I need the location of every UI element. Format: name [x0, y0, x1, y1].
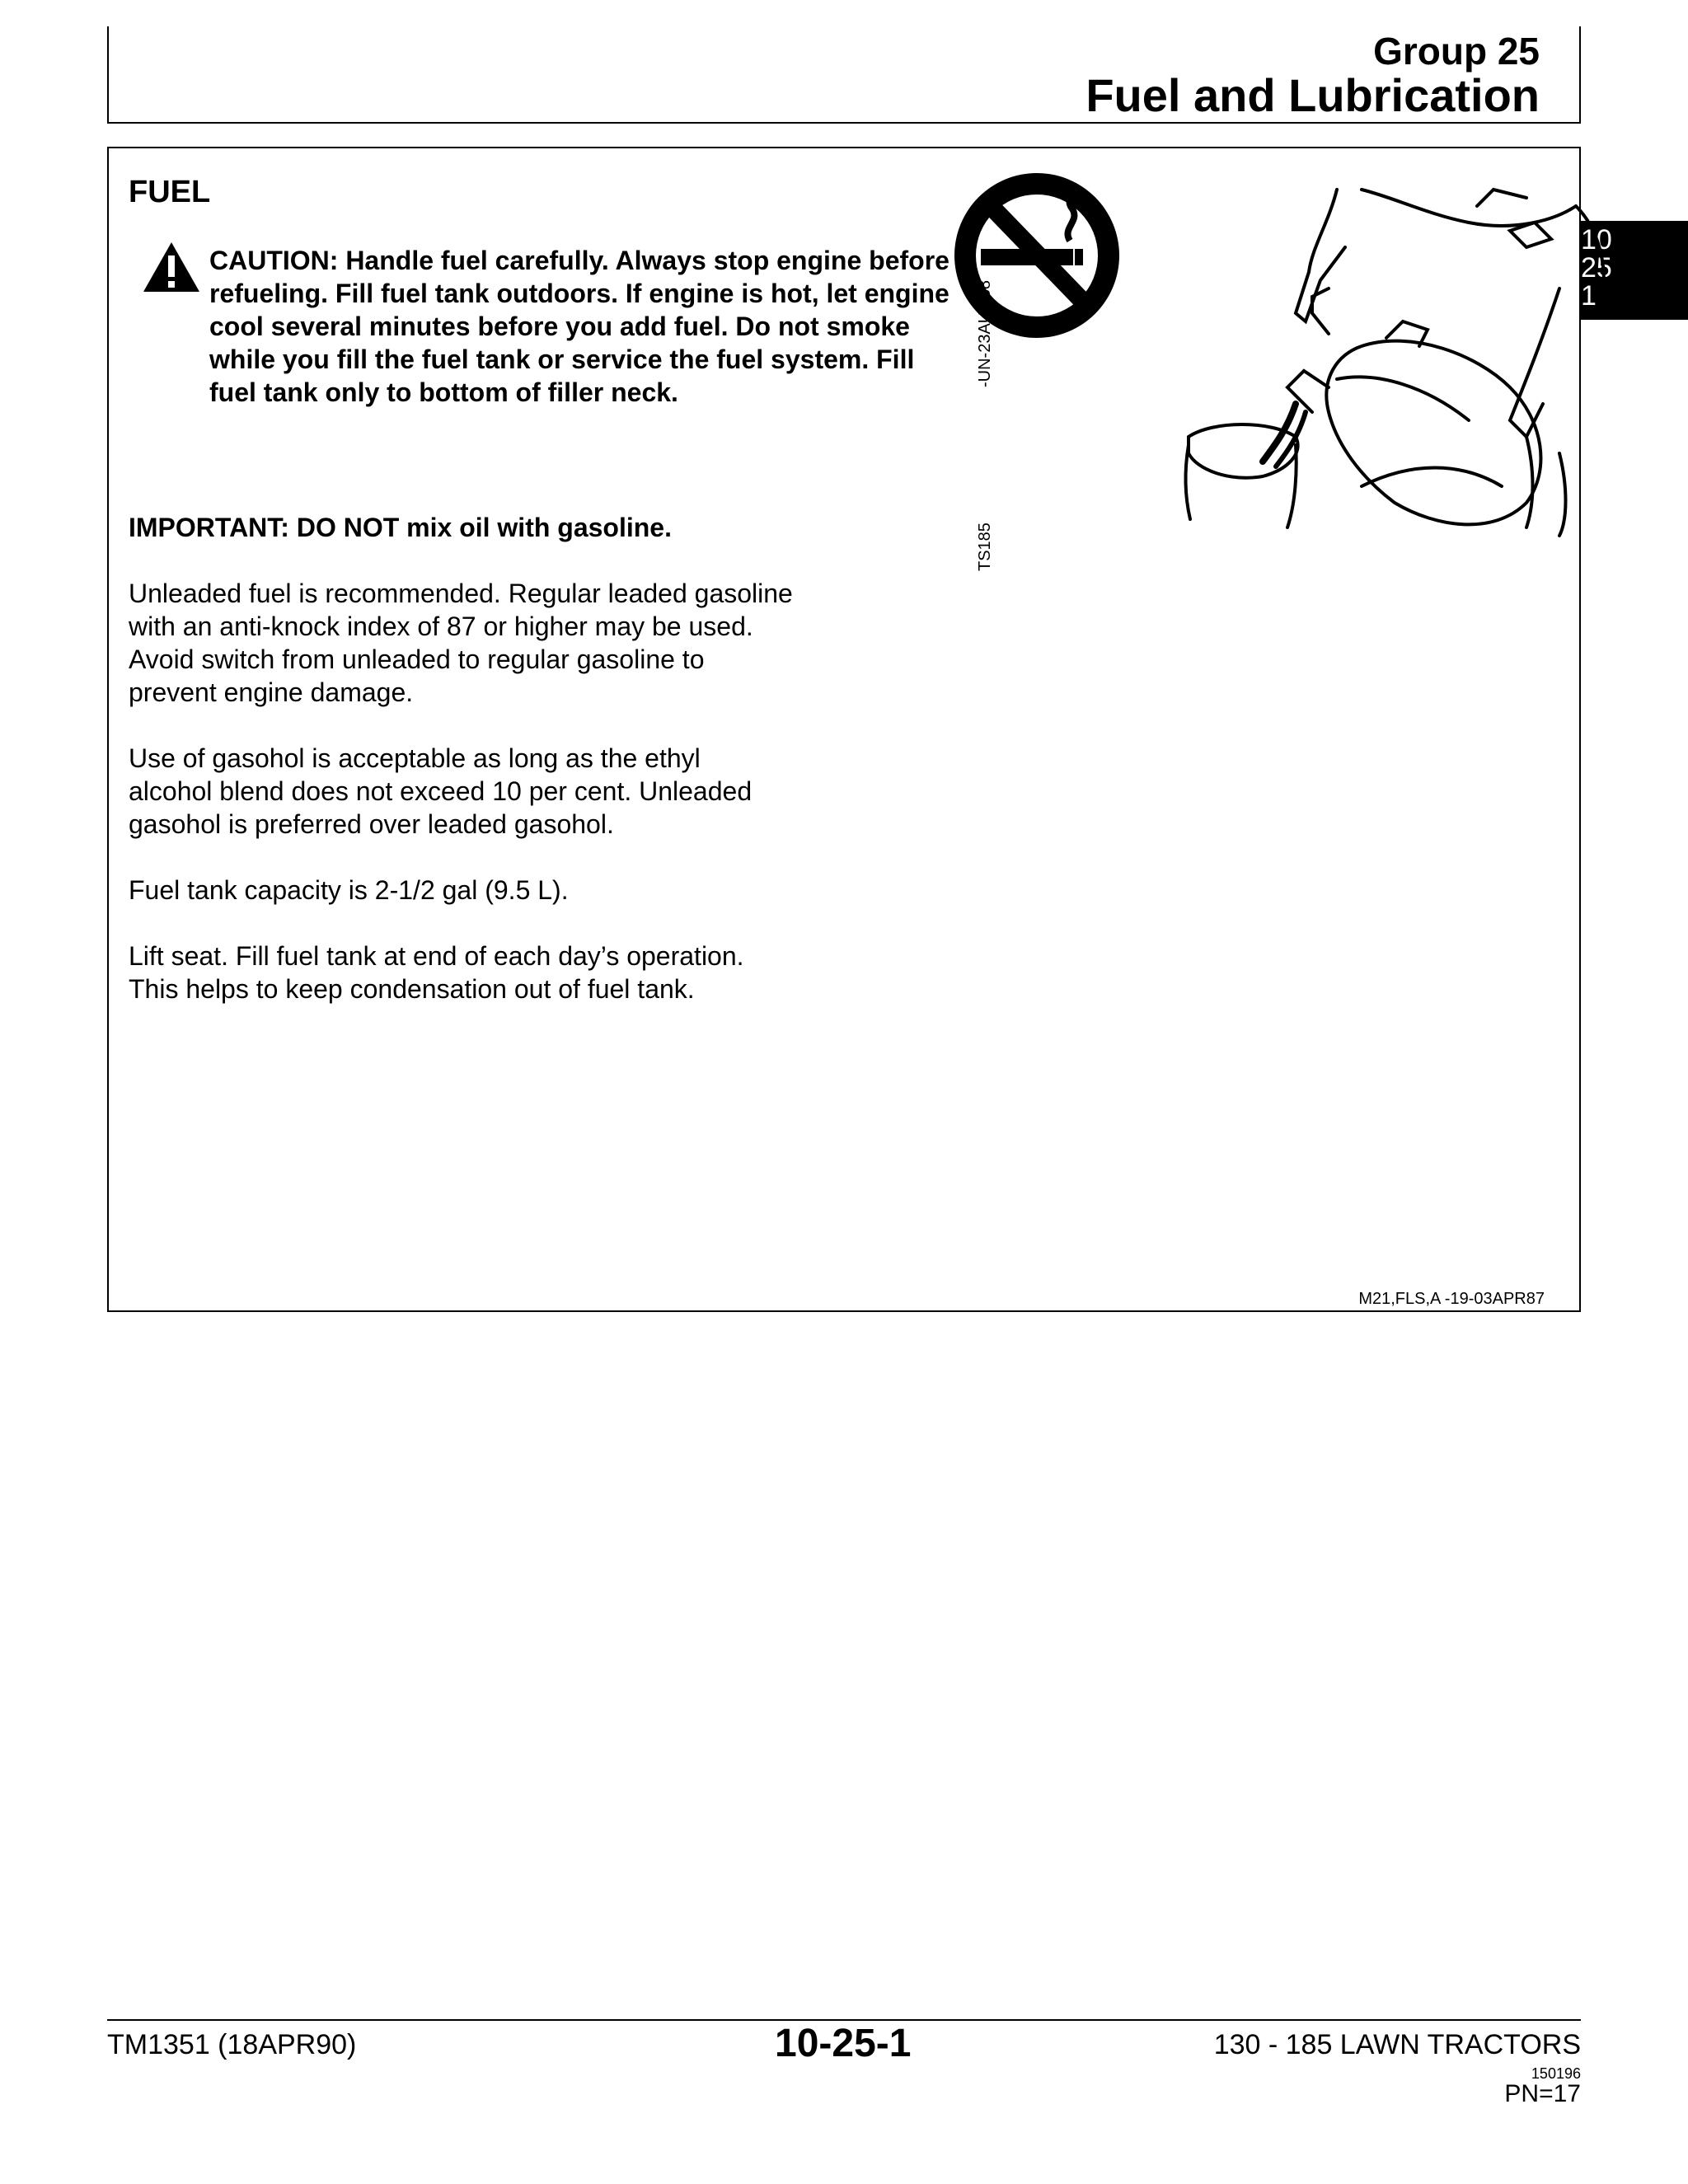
pn-number: PN=17 [1504, 2080, 1581, 2107]
group-title: Group 25 [1373, 30, 1540, 73]
page-number: 10-25-1 [775, 2022, 912, 2065]
important-note: IMPORTANT: DO NOT mix oil with gasoline. [129, 513, 672, 542]
paragraph-capacity: Fuel tank capacity is 2-1/2 gal (9.5 L). [129, 875, 569, 905]
tab-line-1: 10 [1581, 224, 1612, 255]
refueling-illustration [900, 173, 1642, 701]
warning-triangle-icon [142, 241, 201, 293]
paragraph-lift-seat: Lift seat. Fill fuel tank at end of each day’s operation. This helps to keep condensation out of fuel tank. [129, 941, 744, 1004]
figure-code: -UN-23AUG88 [976, 279, 994, 387]
paragraph-unleaded: Unleaded fuel is recommended. Regular leaded gasoline with an anti-knock index of 87 or higher may be used. Avoid switch from unleaded to regular gasoline to prevent engine damage. [129, 579, 793, 707]
reference-code: M21,FLS,A -19-03APR87 [1358, 1290, 1545, 1308]
page-header [107, 26, 1581, 124]
print-code: 150196 [1531, 2065, 1581, 2082]
caution-text: CAUTION: Handle fuel carefully. Always stop engine before refueling. Fill fuel tank outdoors. If engine is hot, let engine cool several minutes before you add fuel. Do not smoke while you fill the fuel tank or service the fuel system. Fill fuel tank only to bottom of filler neck. [209, 246, 950, 407]
tab-line-3: 1 [1581, 280, 1597, 312]
content-panel [107, 147, 1581, 1312]
figure-id: TS185 [976, 523, 994, 571]
manual-id: TM1351 (18APR90) [107, 2029, 357, 2060]
product-name: 130 - 185 LAWN TRACTORS [1213, 2029, 1581, 2060]
paragraph-gasohol: Use of gasohol is acceptable as long as the ethyl alcohol blend does not exceed 10 per cent. Unleaded gasohol is preferred over leaded gasohol. [129, 743, 753, 839]
tab-line-2: 25 [1581, 252, 1612, 284]
fuel-heading: FUEL [129, 175, 211, 209]
person-with-fuel-can [1185, 190, 1603, 536]
section-title: Fuel and Lubrication [1085, 69, 1540, 121]
